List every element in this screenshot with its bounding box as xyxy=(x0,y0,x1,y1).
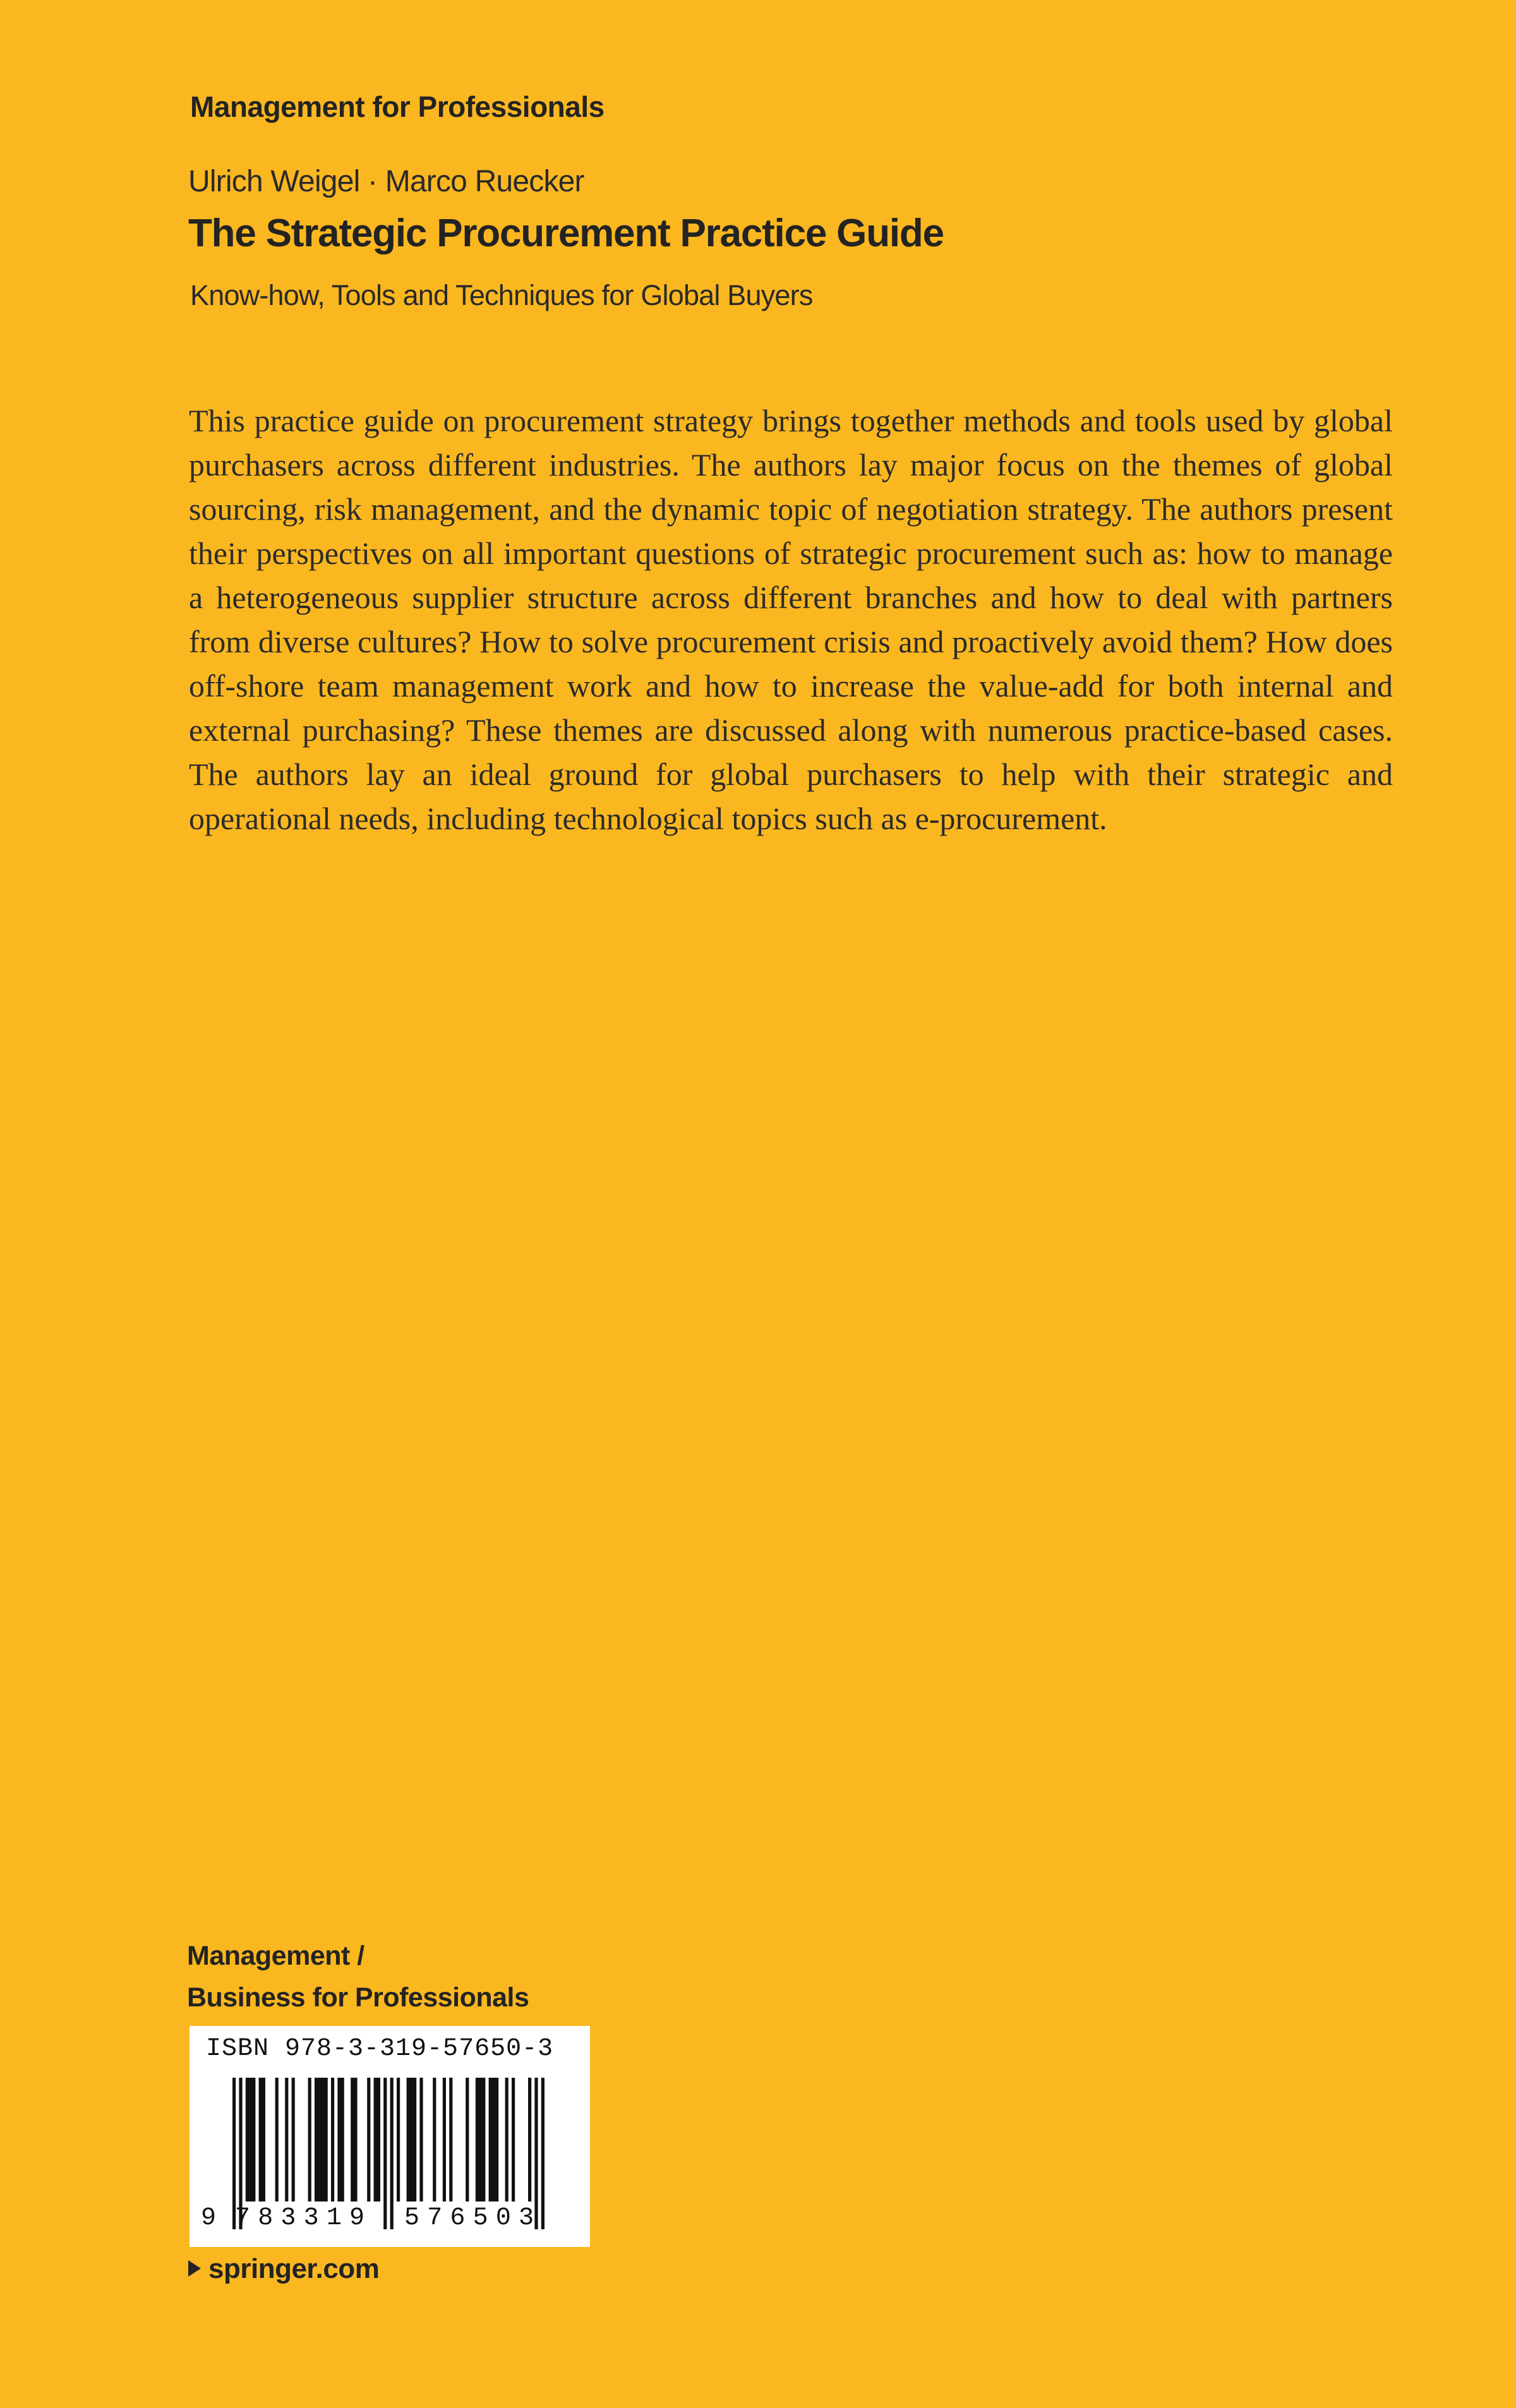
barcode-bar xyxy=(407,2078,417,2201)
barcode-guard-bar xyxy=(383,2078,387,2229)
arrow-right-icon xyxy=(188,2260,201,2277)
barcode-bar xyxy=(449,2078,452,2201)
category-line-2: Business for Professionals xyxy=(187,1982,529,2013)
barcode-guard-bar xyxy=(541,2078,544,2229)
book-title: The Strategic Procurement Practice Guide xyxy=(188,212,944,255)
barcode-bar xyxy=(489,2078,499,2201)
barcode-bar xyxy=(337,2078,344,2201)
ean-first-digit: 9 xyxy=(201,2204,217,2232)
barcode-bar xyxy=(331,2078,334,2201)
barcode-bar xyxy=(443,2078,446,2201)
barcode-bar xyxy=(512,2078,515,2201)
book-description: This practice guide on procurement strategy brings together methods and tools used by global purchasers across different industries. The authors lay major focus on the themes of global sourcing, risk management, and the dynamic topic of negotiation strategy. The authors present their perspectives on all important questions of strategic procurement such as: how to manage a heterogeneous supplier structure across different branches and how to deal with partners from diverse cultures? How to solve procurement crisis and proactively avoid them? How does off-shore team management work and how to increase the value-add for both internal and external purchasing? These themes are discussed along with numerous practice-based cases. The authors lay an ideal ground for global purchasers to help with their strategic and operational needs, including technological topics such as e-procurement. xyxy=(189,403,1393,836)
barcode-guard-bar xyxy=(390,2078,394,2229)
author-names: Ulrich Weigel · Marco Ruecker xyxy=(188,165,584,198)
barcode-bar xyxy=(292,2078,295,2201)
isbn-barcode xyxy=(190,2026,590,2247)
publisher-label: springer.com xyxy=(208,2253,380,2284)
barcode-bar xyxy=(476,2078,486,2201)
barcode-bar xyxy=(351,2078,357,2201)
barcode-bar xyxy=(505,2078,508,2201)
barcode-bar xyxy=(315,2078,328,2201)
publisher-link[interactable] xyxy=(188,2253,379,2285)
barcode-bar xyxy=(275,2078,279,2201)
barcode-bar xyxy=(419,2078,423,2201)
barcode-bar xyxy=(285,2078,288,2201)
barcode-bar xyxy=(308,2078,311,2201)
barcode-bar xyxy=(528,2078,531,2201)
barcode-bar xyxy=(259,2078,265,2201)
ean-left-group: 783319 xyxy=(235,2204,373,2232)
subject-category xyxy=(187,1935,529,2018)
ean-right-group: 576503 xyxy=(404,2204,542,2232)
barcode-bar xyxy=(397,2078,400,2201)
barcode-bar xyxy=(246,2078,256,2201)
barcode-bar xyxy=(374,2078,380,2201)
barcode-bar xyxy=(367,2078,370,2201)
series-name: Management for Professionals xyxy=(190,90,605,123)
book-subtitle: Know-how, Tools and Techniques for Global Buyers xyxy=(190,279,813,311)
category-line-1: Management / xyxy=(187,1941,364,1971)
barcode-bar xyxy=(466,2078,469,2201)
barcode-bar xyxy=(433,2078,436,2201)
isbn-label: ISBN 978-3-319-57650-3 xyxy=(206,2035,554,2063)
